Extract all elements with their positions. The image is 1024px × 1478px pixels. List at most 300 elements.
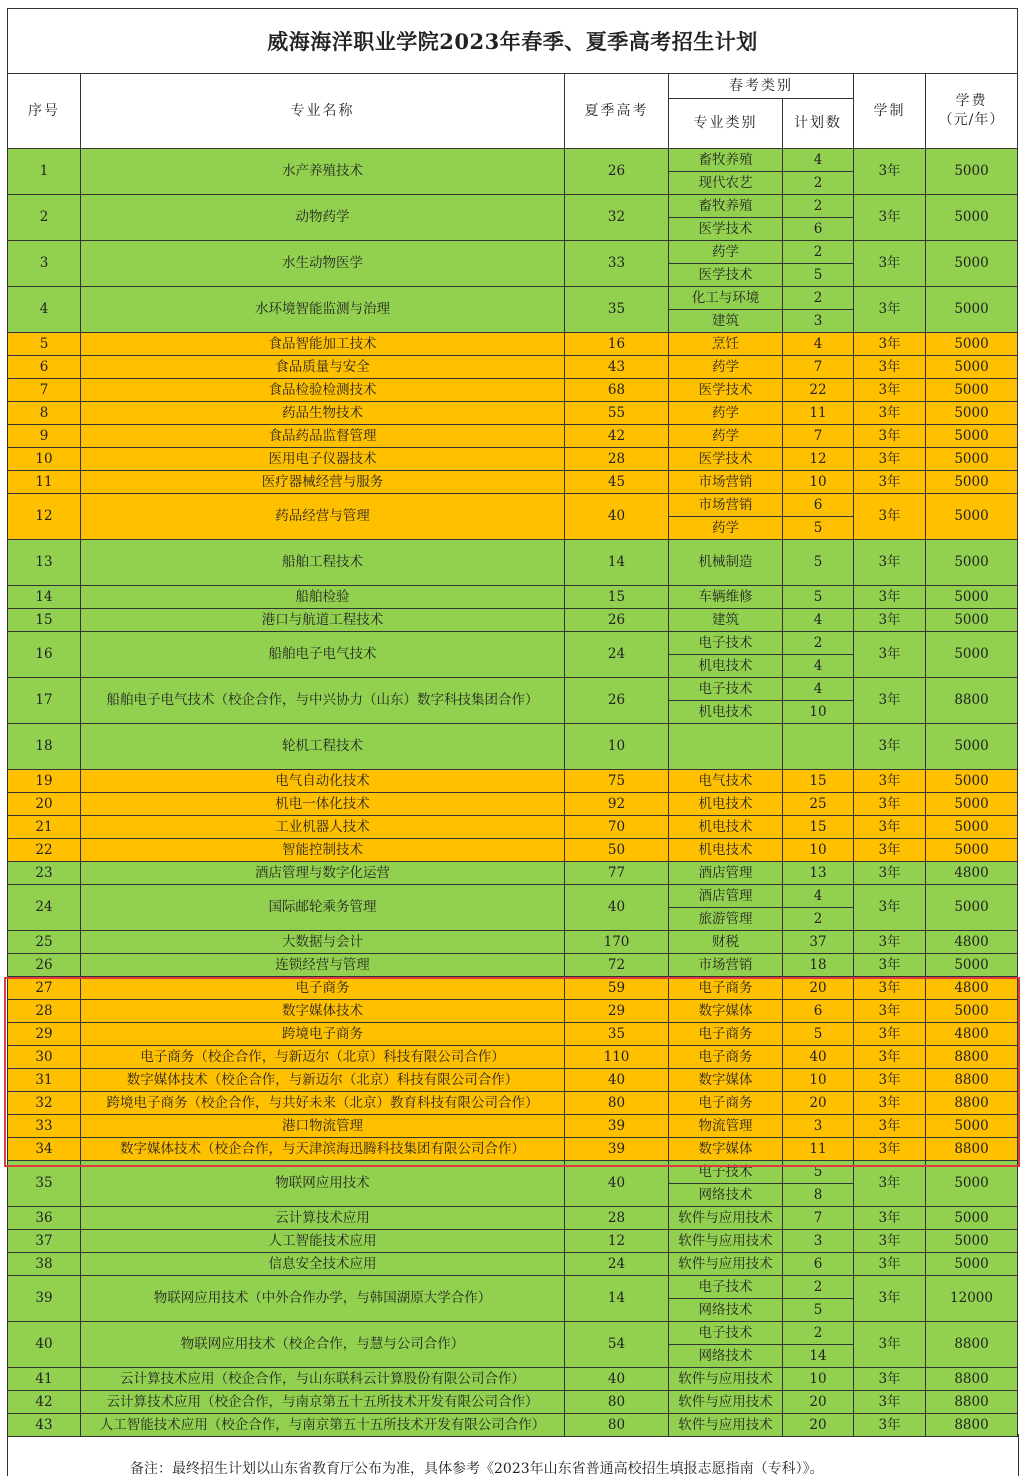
row-index: 30	[8, 1046, 81, 1069]
table-row	[8, 1391, 1018, 1414]
table-row	[8, 402, 1018, 425]
row-index: 37	[8, 1230, 81, 1253]
duration: 3年	[854, 770, 926, 793]
tuition-fee: 5000	[926, 1253, 1018, 1276]
major-name: 电子商务（校企合作，与新迈尔（北京）科技有限公司合作）	[81, 1046, 565, 1069]
tuition-fee: 5000	[926, 839, 1018, 862]
row-index: 12	[8, 494, 81, 540]
row-index: 28	[8, 1000, 81, 1023]
row-index: 32	[8, 1092, 81, 1115]
tuition-fee: 5000	[926, 1207, 1018, 1230]
row-index: 3	[8, 241, 81, 287]
spring-category: 烹饪	[669, 333, 783, 356]
major-name: 云计算技术应用（校企合作，与山东联科云计算股份有限公司合作）	[81, 1368, 565, 1391]
header-fee-unit: （元/年）	[938, 112, 1005, 128]
tuition-fee: 5000	[926, 1000, 1018, 1023]
tuition-fee: 5000	[926, 333, 1018, 356]
tuition-fee: 5000	[926, 402, 1018, 425]
row-index: 36	[8, 1207, 81, 1230]
major-name: 信息安全技术应用	[81, 1253, 565, 1276]
enrollment-plan-sheet	[7, 8, 1017, 1437]
summer-plan: 28	[565, 1207, 669, 1230]
spring-category: 药学	[669, 517, 783, 540]
major-name: 医疗器械经营与服务	[81, 471, 565, 494]
major-name: 船舶检验	[81, 586, 565, 609]
tuition-fee: 5000	[926, 149, 1018, 195]
spring-category: 药学	[669, 241, 783, 264]
duration: 3年	[854, 1414, 926, 1437]
table-row	[8, 632, 1018, 655]
table-row	[8, 931, 1018, 954]
duration: 3年	[854, 839, 926, 862]
spring-category: 数字媒体	[669, 1000, 783, 1023]
major-name: 数字媒体技术（校企合作，与天津滨海迅腾科技集团有限公司合作）	[81, 1138, 565, 1161]
spring-category: 电气技术	[669, 770, 783, 793]
spring-plan: 11	[783, 402, 854, 425]
spring-plan: 4	[783, 885, 854, 908]
spring-category: 药学	[669, 402, 783, 425]
summer-plan: 39	[565, 1138, 669, 1161]
duration: 3年	[854, 471, 926, 494]
table-row	[8, 241, 1018, 264]
major-name: 医用电子仪器技术	[81, 448, 565, 471]
duration: 3年	[854, 1046, 926, 1069]
spring-category: 药学	[669, 425, 783, 448]
spring-plan: 2	[783, 287, 854, 310]
duration: 3年	[854, 333, 926, 356]
table-row	[8, 793, 1018, 816]
summer-plan: 59	[565, 977, 669, 1000]
row-index: 11	[8, 471, 81, 494]
spring-plan: 2	[783, 195, 854, 218]
duration: 3年	[854, 1138, 926, 1161]
major-name: 云计算技术应用	[81, 1207, 565, 1230]
spring-category: 化工与环境	[669, 287, 783, 310]
spring-plan: 2	[783, 241, 854, 264]
row-index: 25	[8, 931, 81, 954]
row-index: 1	[8, 149, 81, 195]
table-row	[8, 816, 1018, 839]
summer-plan: 33	[565, 241, 669, 287]
summer-plan: 80	[565, 1391, 669, 1414]
spring-category: 建筑	[669, 310, 783, 333]
row-index: 5	[8, 333, 81, 356]
table-row	[8, 1253, 1018, 1276]
summer-plan: 39	[565, 1115, 669, 1138]
spring-category: 市场营销	[669, 954, 783, 977]
tuition-fee: 5000	[926, 1230, 1018, 1253]
tuition-fee: 5000	[926, 793, 1018, 816]
summer-plan: 28	[565, 448, 669, 471]
tuition-fee: 8800	[926, 1092, 1018, 1115]
spring-category: 软件与应用技术	[669, 1391, 783, 1414]
major-name: 药品生物技术	[81, 402, 565, 425]
table-row	[8, 1161, 1018, 1184]
summer-plan: 50	[565, 839, 669, 862]
duration: 3年	[854, 885, 926, 931]
spring-category: 机电技术	[669, 839, 783, 862]
spring-plan: 5	[783, 540, 854, 586]
spring-category: 畜牧养殖	[669, 149, 783, 172]
spring-category: 医学技术	[669, 264, 783, 287]
major-name: 跨境电子商务（校企合作，与共好未来（北京）教育科技有限公司合作）	[81, 1092, 565, 1115]
tuition-fee: 8800	[926, 1391, 1018, 1414]
spring-plan: 14	[783, 1345, 854, 1368]
spring-plan: 5	[783, 264, 854, 287]
duration: 3年	[854, 954, 926, 977]
spring-plan: 22	[783, 379, 854, 402]
tuition-fee: 12000	[926, 1276, 1018, 1322]
duration: 3年	[854, 425, 926, 448]
tuition-fee: 4800	[926, 977, 1018, 1000]
duration: 3年	[854, 241, 926, 287]
row-index: 16	[8, 632, 81, 678]
table-row	[8, 1000, 1018, 1023]
table-row	[8, 1322, 1018, 1345]
spring-plan: 2	[783, 908, 854, 931]
summer-plan: 14	[565, 540, 669, 586]
duration: 3年	[854, 816, 926, 839]
duration: 3年	[854, 1000, 926, 1023]
spring-plan: 6	[783, 494, 854, 517]
spring-plan: 6	[783, 1000, 854, 1023]
spring-plan: 20	[783, 977, 854, 1000]
row-index: 20	[8, 793, 81, 816]
spring-plan	[783, 724, 854, 770]
tuition-fee: 4800	[926, 862, 1018, 885]
spring-plan: 18	[783, 954, 854, 977]
spring-category: 车辆维修	[669, 586, 783, 609]
spring-category: 市场营销	[669, 471, 783, 494]
spring-plan: 4	[783, 609, 854, 632]
spring-plan: 10	[783, 1069, 854, 1092]
spring-category: 旅游管理	[669, 908, 783, 931]
tuition-fee: 5000	[926, 195, 1018, 241]
tuition-fee: 5000	[926, 954, 1018, 977]
spring-category	[669, 724, 783, 770]
row-index: 4	[8, 287, 81, 333]
footnote-text: 备注：最终招生计划以山东省教育厅公布为准，具体参考《2023年山东省普通高校招生填报志愿指南（专科）》。	[130, 1461, 824, 1477]
summer-plan: 40	[565, 494, 669, 540]
summer-plan: 77	[565, 862, 669, 885]
table-row	[8, 1207, 1018, 1230]
table-row	[8, 448, 1018, 471]
major-name: 数字媒体技术	[81, 1000, 565, 1023]
duration: 3年	[854, 494, 926, 540]
row-index: 24	[8, 885, 81, 931]
duration: 3年	[854, 379, 926, 402]
row-index: 42	[8, 1391, 81, 1414]
table-row	[8, 356, 1018, 379]
table-row	[8, 609, 1018, 632]
table-row	[8, 954, 1018, 977]
tuition-fee: 5000	[926, 632, 1018, 678]
tuition-fee: 5000	[926, 287, 1018, 333]
duration: 3年	[854, 678, 926, 724]
spring-plan: 7	[783, 425, 854, 448]
spring-plan: 2	[783, 1322, 854, 1345]
row-index: 23	[8, 862, 81, 885]
major-name: 智能控制技术	[81, 839, 565, 862]
table-row	[8, 1368, 1018, 1391]
duration: 3年	[854, 402, 926, 425]
spring-plan: 5	[783, 517, 854, 540]
summer-plan: 24	[565, 1253, 669, 1276]
summer-plan: 29	[565, 1000, 669, 1023]
spring-plan: 3	[783, 1115, 854, 1138]
spring-plan: 5	[783, 1023, 854, 1046]
summer-plan: 26	[565, 678, 669, 724]
duration: 3年	[854, 149, 926, 195]
summer-plan: 35	[565, 287, 669, 333]
spring-plan: 4	[783, 333, 854, 356]
tuition-fee: 8800	[926, 1322, 1018, 1368]
major-name: 轮机工程技术	[81, 724, 565, 770]
summer-plan: 70	[565, 816, 669, 839]
tuition-fee: 8800	[926, 1138, 1018, 1161]
spring-category: 机电技术	[669, 816, 783, 839]
spring-category: 医学技术	[669, 379, 783, 402]
major-name: 国际邮轮乘务管理	[81, 885, 565, 931]
row-index: 29	[8, 1023, 81, 1046]
duration: 3年	[854, 632, 926, 678]
major-name: 食品检验检测技术	[81, 379, 565, 402]
summer-plan: 12	[565, 1230, 669, 1253]
major-name: 食品药品监督管理	[81, 425, 565, 448]
major-name: 船舶电子电气技术	[81, 632, 565, 678]
table-row	[8, 770, 1018, 793]
major-name: 水环境智能监测与治理	[81, 287, 565, 333]
spring-category: 机电技术	[669, 655, 783, 678]
spring-category: 网络技术	[669, 1345, 783, 1368]
spring-category: 药学	[669, 356, 783, 379]
major-name: 食品智能加工技术	[81, 333, 565, 356]
spring-category: 电子技术	[669, 1276, 783, 1299]
spring-category: 电子商务	[669, 1092, 783, 1115]
summer-plan: 68	[565, 379, 669, 402]
spring-category: 酒店管理	[669, 862, 783, 885]
major-name: 水生动物医学	[81, 241, 565, 287]
header-spring-category: 专业类别	[669, 99, 783, 149]
tuition-fee: 8800	[926, 678, 1018, 724]
spring-category: 软件与应用技术	[669, 1414, 783, 1437]
spring-plan: 6	[783, 218, 854, 241]
summer-plan: 10	[565, 724, 669, 770]
row-index: 31	[8, 1069, 81, 1092]
spring-plan: 2	[783, 632, 854, 655]
spring-plan: 15	[783, 816, 854, 839]
spring-category: 现代农艺	[669, 172, 783, 195]
header-index: 序号	[8, 74, 81, 149]
duration: 3年	[854, 586, 926, 609]
spring-plan: 25	[783, 793, 854, 816]
row-index: 33	[8, 1115, 81, 1138]
header-fee-label: 学费	[955, 93, 988, 109]
spring-plan: 3	[783, 1230, 854, 1253]
duration: 3年	[854, 540, 926, 586]
major-name: 机电一体化技术	[81, 793, 565, 816]
duration: 3年	[854, 1368, 926, 1391]
enrollment-table	[7, 8, 1018, 1437]
spring-plan: 20	[783, 1414, 854, 1437]
major-name: 连锁经营与管理	[81, 954, 565, 977]
tuition-fee: 5000	[926, 724, 1018, 770]
table-row	[8, 1138, 1018, 1161]
summer-plan: 40	[565, 1069, 669, 1092]
tuition-fee: 5000	[926, 241, 1018, 287]
spring-plan: 10	[783, 471, 854, 494]
spring-plan: 20	[783, 1391, 854, 1414]
spring-plan: 10	[783, 1368, 854, 1391]
tuition-fee: 5000	[926, 540, 1018, 586]
row-index: 17	[8, 678, 81, 724]
spring-plan: 4	[783, 678, 854, 701]
spring-category: 软件与应用技术	[669, 1253, 783, 1276]
row-index: 34	[8, 1138, 81, 1161]
tuition-fee: 8800	[926, 1414, 1018, 1437]
header-spring-plan: 计划数	[783, 99, 854, 149]
header-major: 专业名称	[81, 74, 565, 149]
tuition-fee: 5000	[926, 1161, 1018, 1207]
summer-plan: 26	[565, 149, 669, 195]
tuition-fee: 8800	[926, 1046, 1018, 1069]
row-index: 15	[8, 609, 81, 632]
summer-plan: 55	[565, 402, 669, 425]
spring-category: 建筑	[669, 609, 783, 632]
row-index: 7	[8, 379, 81, 402]
spring-plan: 20	[783, 1092, 854, 1115]
summer-plan: 40	[565, 1368, 669, 1391]
spring-plan: 4	[783, 149, 854, 172]
spring-category: 软件与应用技术	[669, 1207, 783, 1230]
duration: 3年	[854, 1276, 926, 1322]
major-name: 水产养殖技术	[81, 149, 565, 195]
tuition-fee: 5000	[926, 356, 1018, 379]
major-name: 船舶电子电气技术（校企合作，与中兴协力（山东）数字科技集团合作）	[81, 678, 565, 724]
spring-plan: 5	[783, 1161, 854, 1184]
major-name: 电气自动化技术	[81, 770, 565, 793]
row-index: 35	[8, 1161, 81, 1207]
duration: 3年	[854, 793, 926, 816]
spring-category: 电子技术	[669, 1322, 783, 1345]
spring-category: 市场营销	[669, 494, 783, 517]
spring-plan: 10	[783, 701, 854, 724]
row-index: 10	[8, 448, 81, 471]
summer-plan: 26	[565, 609, 669, 632]
table-row	[8, 540, 1018, 586]
summer-plan: 92	[565, 793, 669, 816]
duration: 3年	[854, 195, 926, 241]
summer-plan: 42	[565, 425, 669, 448]
row-index: 22	[8, 839, 81, 862]
table-row	[8, 977, 1018, 1000]
table-row	[8, 862, 1018, 885]
spring-category: 畜牧养殖	[669, 195, 783, 218]
tuition-fee: 8800	[926, 1069, 1018, 1092]
table-row	[8, 195, 1018, 218]
spring-category: 数字媒体	[669, 1138, 783, 1161]
table-row	[8, 1276, 1018, 1299]
major-name: 人工智能技术应用（校企合作，与南京第五十五所技术开发有限公司合作）	[81, 1414, 565, 1437]
spring-category: 电子商务	[669, 1046, 783, 1069]
duration: 3年	[854, 931, 926, 954]
header-duration: 学制	[854, 74, 926, 149]
page-title: 威海海洋职业学院2023年春季、夏季高考招生计划	[8, 9, 1018, 74]
row-index: 18	[8, 724, 81, 770]
tuition-fee: 8800	[926, 1368, 1018, 1391]
duration: 3年	[854, 1115, 926, 1138]
table-row	[8, 724, 1018, 770]
spring-plan: 11	[783, 1138, 854, 1161]
spring-plan: 5	[783, 586, 854, 609]
duration: 3年	[854, 862, 926, 885]
table-row	[8, 494, 1018, 517]
summer-plan: 40	[565, 885, 669, 931]
spring-category: 财税	[669, 931, 783, 954]
summer-plan: 24	[565, 632, 669, 678]
spring-plan: 15	[783, 770, 854, 793]
summer-plan: 35	[565, 1023, 669, 1046]
duration: 3年	[854, 287, 926, 333]
spring-plan: 7	[783, 1207, 854, 1230]
row-index: 38	[8, 1253, 81, 1276]
table-row	[8, 425, 1018, 448]
row-index: 19	[8, 770, 81, 793]
duration: 3年	[854, 1207, 926, 1230]
row-index: 6	[8, 356, 81, 379]
table-row	[8, 586, 1018, 609]
header-summer: 夏季高考	[565, 74, 669, 149]
footnote	[7, 1434, 1019, 1476]
duration: 3年	[854, 724, 926, 770]
duration: 3年	[854, 1253, 926, 1276]
major-name: 大数据与会计	[81, 931, 565, 954]
table-row	[8, 1023, 1018, 1046]
header-spring: 春考类别	[669, 74, 854, 99]
major-name: 药品经营与管理	[81, 494, 565, 540]
duration: 3年	[854, 1391, 926, 1414]
spring-plan: 7	[783, 356, 854, 379]
summer-plan: 43	[565, 356, 669, 379]
spring-category: 机械制造	[669, 540, 783, 586]
duration: 3年	[854, 448, 926, 471]
spring-plan: 37	[783, 931, 854, 954]
summer-plan: 170	[565, 931, 669, 954]
major-name: 物联网应用技术（中外合作办学，与韩国湖原大学合作）	[81, 1276, 565, 1322]
major-name: 工业机器人技术	[81, 816, 565, 839]
table-row	[8, 839, 1018, 862]
duration: 3年	[854, 609, 926, 632]
major-name: 云计算技术应用（校企合作，与南京第五十五所技术开发有限公司合作）	[81, 1391, 565, 1414]
table-row	[8, 1092, 1018, 1115]
spring-plan: 2	[783, 1276, 854, 1299]
duration: 3年	[854, 1322, 926, 1368]
major-name: 物联网应用技术（校企合作，与慧与公司合作）	[81, 1322, 565, 1368]
table-row	[8, 1069, 1018, 1092]
tuition-fee: 5000	[926, 586, 1018, 609]
summer-plan: 16	[565, 333, 669, 356]
tuition-fee: 4800	[926, 931, 1018, 954]
summer-plan: 72	[565, 954, 669, 977]
row-index: 41	[8, 1368, 81, 1391]
row-index: 14	[8, 586, 81, 609]
tuition-fee: 5000	[926, 471, 1018, 494]
spring-plan: 10	[783, 839, 854, 862]
tuition-fee: 5000	[926, 379, 1018, 402]
spring-plan: 12	[783, 448, 854, 471]
major-name: 港口与航道工程技术	[81, 609, 565, 632]
major-name: 船舶工程技术	[81, 540, 565, 586]
